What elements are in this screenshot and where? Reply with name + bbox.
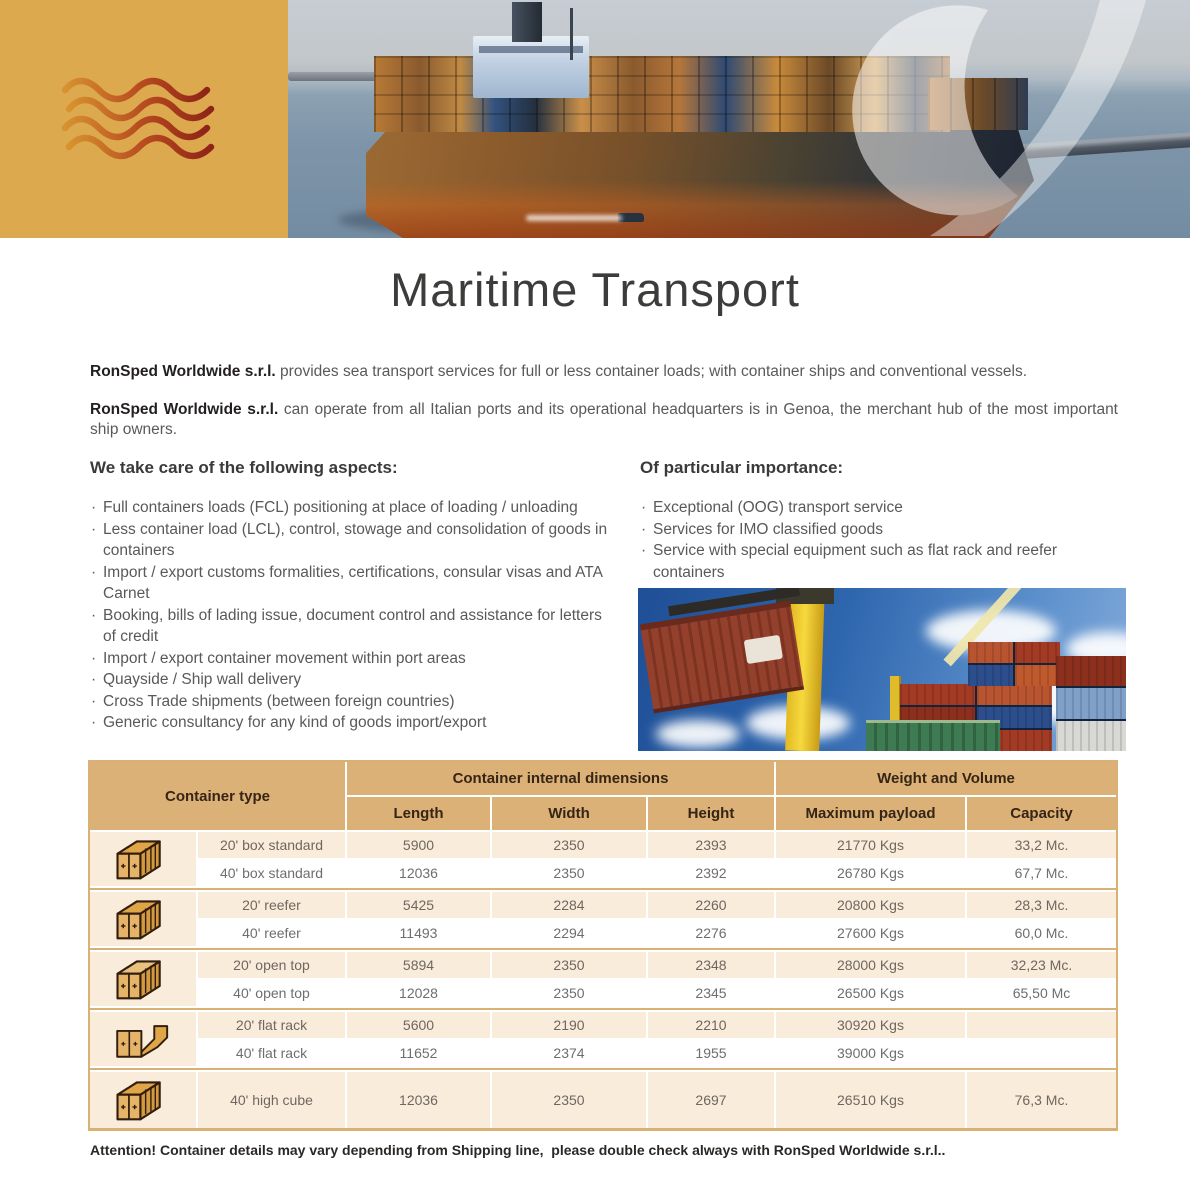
page-title: Maritime Transport [390, 263, 800, 316]
list-item: · Less container load (LCL), control, stowage and consolidation of goods in containers [90, 519, 615, 562]
ship-mast [570, 8, 573, 60]
right-section-heading: Of particular importance: [640, 458, 844, 477]
hanging-container [640, 601, 804, 714]
crescent-swoosh-icon [770, 0, 1190, 238]
company-name: RonSped Worldwide s.r.l. [90, 363, 276, 380]
table-cell: 2284 [492, 892, 646, 918]
table-cell: 2190 [492, 1012, 646, 1038]
logo-block [0, 0, 288, 238]
table-cell: 2392 [648, 860, 774, 886]
table-cell: 40' high cube [198, 1072, 345, 1128]
boat-wake [526, 215, 622, 221]
box-container-icon [90, 952, 196, 1006]
table-cell: 40' flat rack [198, 1040, 345, 1066]
intro-paragraph-1-text: provides sea transport services for full or less container loads; with container ships and conventional vessels. [275, 363, 1028, 380]
table-cell: 20' open top [198, 952, 345, 978]
col-header-container-type: Container type [90, 762, 345, 830]
table-cell: 28000 Kgs [776, 952, 965, 978]
table-cell: 2345 [648, 980, 774, 1006]
table-cell: 28,3 Mc. [967, 892, 1116, 918]
header [0, 0, 1190, 238]
container-stack [968, 642, 1060, 686]
intro-paragraph-2-text: can operate from all Italian ports and its operational headquarters is in Genoa, the merchant hub of the most important ship owners. [90, 401, 1118, 438]
table-cell: 2294 [492, 920, 646, 946]
group-separator [90, 1068, 1116, 1070]
table-cell: 2348 [648, 952, 774, 978]
list-item: · Exceptional (OOG) transport service [640, 497, 1110, 519]
table-cell: 2350 [492, 980, 646, 1006]
ship-funnel [512, 2, 542, 42]
table-cell: 12036 [347, 1072, 490, 1128]
table-cell: 60,0 Mc. [967, 920, 1116, 946]
table-cell: 2393 [648, 832, 774, 858]
table-cell: 65,50 Mc [967, 980, 1116, 1006]
table-cell: 32,23 Mc. [967, 952, 1116, 978]
intro-paragraph-1 [90, 362, 1118, 382]
importance-list [640, 497, 1110, 583]
table-cell: 40' box standard [198, 860, 345, 886]
list-item: · Cross Trade shipments (between foreign countries) [90, 691, 615, 713]
table-cell: 2260 [648, 892, 774, 918]
table-cell: 26510 Kgs [776, 1072, 965, 1128]
table-cell: 12028 [347, 980, 490, 1006]
table-cell: 39000 Kgs [776, 1040, 965, 1066]
waves-logo-icon [59, 76, 229, 162]
flat-rack-container-icon [90, 1012, 196, 1066]
table-cell: 67,7 Mc. [967, 860, 1116, 886]
left-section-heading: We take care of the following aspects: [90, 458, 398, 477]
table-cell: 5894 [347, 952, 490, 978]
table-cell: 2350 [492, 952, 646, 978]
table-cell: 2374 [492, 1040, 646, 1066]
col-header-capacity: Capacity [967, 797, 1116, 830]
group-separator [90, 1008, 1116, 1010]
table-cell: 27600 Kgs [776, 920, 965, 946]
table-cell: 5425 [347, 892, 490, 918]
box-container-icon [90, 1072, 196, 1128]
table-cell: 33,2 Mc. [967, 832, 1116, 858]
list-item: · Import / export customs formalities, certifications, consular visas and ATA Carnet [90, 562, 615, 605]
table-cell: 2350 [492, 860, 646, 886]
table-cell: 26500 Kgs [776, 980, 965, 1006]
table-cell: 2210 [648, 1012, 774, 1038]
container-ship-photo [288, 0, 1190, 238]
table-cell: 2350 [492, 832, 646, 858]
attention-note: Attention! Container details may vary depending from Shipping line, please double check always with RonSped Worldwide s.r.l.. [90, 1142, 946, 1158]
list-item: · Service with special equipment such as flat rack and reefer containers [640, 540, 1110, 583]
col-header-width: Width [492, 797, 646, 830]
green-container [866, 720, 1000, 751]
table-cell: 2350 [492, 1072, 646, 1128]
table-cell: 20' box standard [198, 832, 345, 858]
aspects-list [90, 497, 615, 734]
table-cell: 40' reefer [198, 920, 345, 946]
table-cell [967, 1012, 1116, 1038]
table-cell: 2276 [648, 920, 774, 946]
table-cell: 5600 [347, 1012, 490, 1038]
table-cell: 5900 [347, 832, 490, 858]
table-cell: 12036 [347, 860, 490, 886]
container-specs-table [88, 760, 1118, 1131]
col-header-height: Height [648, 797, 774, 830]
container-stack [1056, 656, 1126, 751]
table-cell: 11652 [347, 1040, 490, 1066]
group-separator [90, 888, 1116, 890]
box-container-icon [90, 832, 196, 886]
list-item: · Services for IMO classified goods [640, 519, 1110, 541]
list-item: · Generic consultancy for any kind of goods import/export [90, 712, 615, 734]
group-separator [90, 948, 1116, 950]
cloud [656, 720, 740, 748]
table-cell [967, 1040, 1116, 1066]
cargo-crane-photo [638, 588, 1126, 751]
table-cell: 26780 Kgs [776, 860, 965, 886]
table-cell: 2697 [648, 1072, 774, 1128]
col-header-length: Length [347, 797, 490, 830]
table-cell: 1955 [648, 1040, 774, 1066]
list-item: · Quayside / Ship wall delivery [90, 669, 615, 691]
table-cell: 30920 Kgs [776, 1012, 965, 1038]
table-cell: 76,3 Mc. [967, 1072, 1116, 1128]
company-name: RonSped Worldwide s.r.l. [90, 401, 279, 418]
table-cell: 21770 Kgs [776, 832, 965, 858]
box-container-icon [90, 892, 196, 946]
table-cell: 20' reefer [198, 892, 345, 918]
list-item: · Import / export container movement within port areas [90, 648, 615, 670]
col-header-max-payload: Maximum payload [776, 797, 965, 830]
col-header-internal-dimensions: Container internal dimensions [347, 762, 774, 795]
list-item: · Booking, bills of lading issue, document control and assistance for letters of credit [90, 605, 615, 648]
table-cell: 11493 [347, 920, 490, 946]
list-item: · Full containers loads (FCL) positioning at place of loading / unloading [90, 497, 615, 519]
table-cell: 20' flat rack [198, 1012, 345, 1038]
col-header-weight-volume: Weight and Volume [776, 762, 1116, 795]
table-cell: 20800 Kgs [776, 892, 965, 918]
intro-paragraph-2 [90, 400, 1118, 440]
table-cell: 40' open top [198, 980, 345, 1006]
